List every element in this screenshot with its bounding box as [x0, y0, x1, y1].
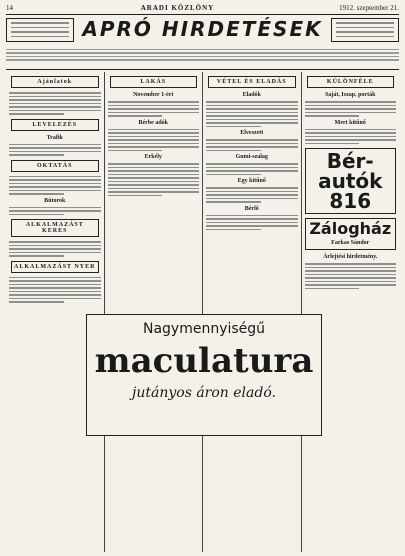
tender-notice-title: Árlejtési hirdetmény.: [323, 254, 378, 260]
ad-text-block: [9, 144, 101, 156]
ad-text-block: [206, 187, 298, 203]
ad-text-block: [305, 129, 397, 145]
maculatura-ad-line3: jutányos áron eladó.: [132, 385, 276, 401]
paper-title: ARADI KÖZLÖNY: [140, 4, 215, 12]
ad-title: Erkély: [144, 154, 162, 160]
page-number: 14: [6, 4, 13, 12]
ad-title: Eladók: [242, 92, 261, 98]
ad-title: Bérbe adók: [138, 119, 168, 126]
ad-text-block: [9, 277, 101, 303]
masthead: [6, 17, 399, 45]
ad-title: Trafik: [46, 134, 63, 141]
ad-text-block: [206, 139, 298, 151]
section-heading: LAKÁS: [110, 76, 198, 88]
pawnshop-ad-title: Zálogház: [309, 219, 392, 238]
ad-text-block: [305, 101, 397, 117]
ad-text-block: [108, 101, 200, 117]
issue-date: 1912. szeptember 21.: [339, 4, 399, 12]
ad-text-block: [9, 92, 101, 115]
masthead-price-box-left: [6, 18, 74, 42]
ad-text-block: [206, 163, 298, 175]
ad-text-block: [206, 215, 298, 231]
masthead-price-box-right: [331, 18, 399, 42]
column-3: [203, 72, 302, 552]
ad-text-block: [108, 163, 200, 196]
ad-columns: [6, 72, 399, 552]
ad-text-block: [9, 207, 101, 216]
ad-text-block: [206, 101, 298, 127]
column-1: [6, 72, 105, 552]
pawnshop-ad-owner: Farkas Sándor: [331, 240, 370, 246]
maculatura-ad-line1: Nagymennyiségű: [142, 321, 266, 337]
ad-title: Saját, Iszap, porták: [325, 92, 376, 98]
autotaxi-ad-title: Bér-autók: [318, 149, 383, 193]
ad-title: Egy kitűnő: [237, 178, 266, 184]
maculatura-ad: [86, 314, 322, 436]
ad-title: Elveszett: [240, 130, 264, 136]
ad-text-block: [9, 241, 101, 257]
section-heading: VÉTEL ÉS ELADÁS: [208, 76, 296, 88]
section-heading: OKTATÁS: [11, 160, 99, 172]
section-heading: KÜLÖNFÉLE: [307, 76, 395, 88]
section-heading: Ajánlatok: [11, 76, 99, 88]
section-heading: LEVELEZÉS: [11, 119, 99, 131]
ad-text-block: [108, 129, 200, 152]
ad-title: Mert kitűnő: [334, 119, 366, 126]
column-4: [302, 72, 400, 552]
autotaxi-ad-number: 816: [329, 189, 372, 213]
ad-title: Gumi-szalag: [235, 154, 268, 160]
ad-title: November 1-ért: [133, 92, 174, 98]
rates-notice: [6, 45, 399, 70]
section-heading: ALKALMAZÁST KERES: [11, 219, 99, 237]
autotaxi-ad: [305, 148, 397, 214]
ad-text-block: [305, 263, 397, 289]
ad-text-block: [9, 176, 101, 195]
pawnshop-ad: [305, 218, 397, 250]
ad-title: Bérlő: [244, 205, 259, 212]
running-header: [6, 4, 399, 15]
ad-title: Bútorok: [44, 197, 66, 204]
column-2: [105, 72, 204, 552]
newspaper-page: [6, 4, 399, 552]
maculatura-ad-headline: maculatura: [94, 341, 314, 381]
section-title: APRÓ HIRDETÉSEK: [82, 17, 323, 41]
section-heading: ALKALMAZÁST NYER: [11, 261, 99, 273]
